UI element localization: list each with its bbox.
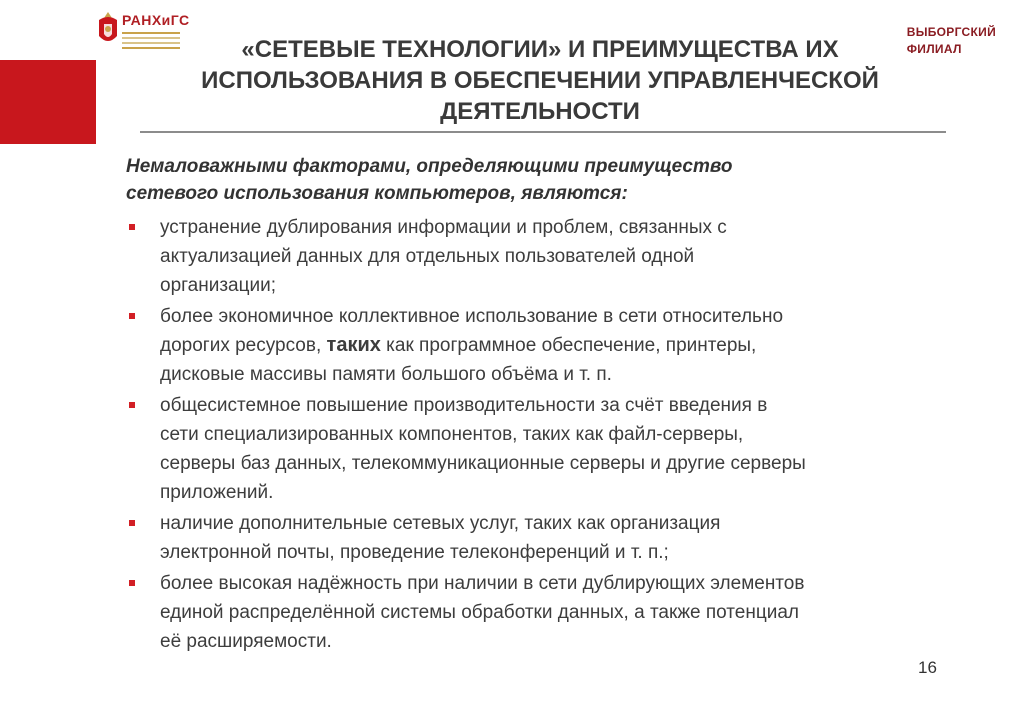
page-number: 16 [918, 658, 937, 677]
branch-line-1: ВЫБОРГСКИЙ [906, 25, 996, 39]
bullet-icon [129, 402, 135, 408]
red-accent-block [0, 60, 96, 144]
title-line-3: ДЕЯТЕЛЬНОСТИ [440, 98, 640, 125]
list-item [126, 569, 986, 656]
branch-line-2: ФИЛИАЛ [906, 42, 962, 56]
item-line [160, 331, 986, 360]
item-line: общесистемное повышение производительности за счёт введения в [160, 395, 768, 416]
item-line: единой распределённой системы обработки данных, а также потенциал [160, 602, 800, 623]
item-line: организации; [160, 275, 276, 296]
slide-title [130, 34, 950, 127]
emblem-icon [96, 10, 120, 50]
item-line: сети специализированных компонентов, таких как файл-серверы, [160, 424, 744, 445]
item-line: дисковые массивы памяти большого объёма и т. п. [160, 364, 612, 385]
intro-text [126, 153, 926, 207]
item-line: серверы баз данных, телекоммуникационные серверы и другие серверы [160, 453, 806, 474]
bullet-icon [129, 224, 135, 230]
item-text: дорогих ресурсов, [160, 335, 327, 356]
intro-line-2: сетевого использования компьютеров, являются: [126, 183, 628, 204]
item-line: устранение дублирования информации и проблем, связанных с [160, 217, 727, 238]
item-line: более экономичное коллективное использование в сети относительно [160, 306, 784, 327]
list-item [126, 213, 986, 300]
list-item [126, 509, 986, 567]
item-line: более высокая надёжность при наличии в сети дублирующих элементов [160, 573, 805, 594]
item-line: её расширяемости. [160, 631, 332, 652]
item-text: как программное обеспечение, принтеры, [380, 335, 757, 356]
item-line: электронной почты, проведение телеконференций и т. п.; [160, 542, 669, 563]
item-line: приложений. [160, 482, 274, 503]
brand-name: РАНХиГС [122, 12, 190, 28]
list-item [126, 302, 986, 389]
item-emphasis: таких [326, 334, 381, 356]
intro-line-1: Немаловажными факторами, определяющими преимущество [126, 156, 733, 177]
bullet-icon [129, 580, 135, 586]
title-line-1: «СЕТЕВЫЕ ТЕХНОЛОГИИ» И ПРЕИМУЩЕСТВА ИХ [241, 36, 839, 63]
title-divider [140, 131, 946, 133]
list-item [126, 391, 986, 507]
item-line: наличие дополнительные сетевых услуг, таких как организация [160, 513, 721, 534]
bullet-icon [129, 313, 135, 319]
bullet-icon [129, 520, 135, 526]
title-line-2: ИСПОЛЬЗОВАНИЯ В ОБЕСПЕЧЕНИИ УПРАВЛЕНЧЕСКОЙ [201, 67, 879, 94]
item-line: актуализацией данных для отдельных пользователей одной [160, 246, 695, 267]
advantages-list [126, 213, 986, 658]
